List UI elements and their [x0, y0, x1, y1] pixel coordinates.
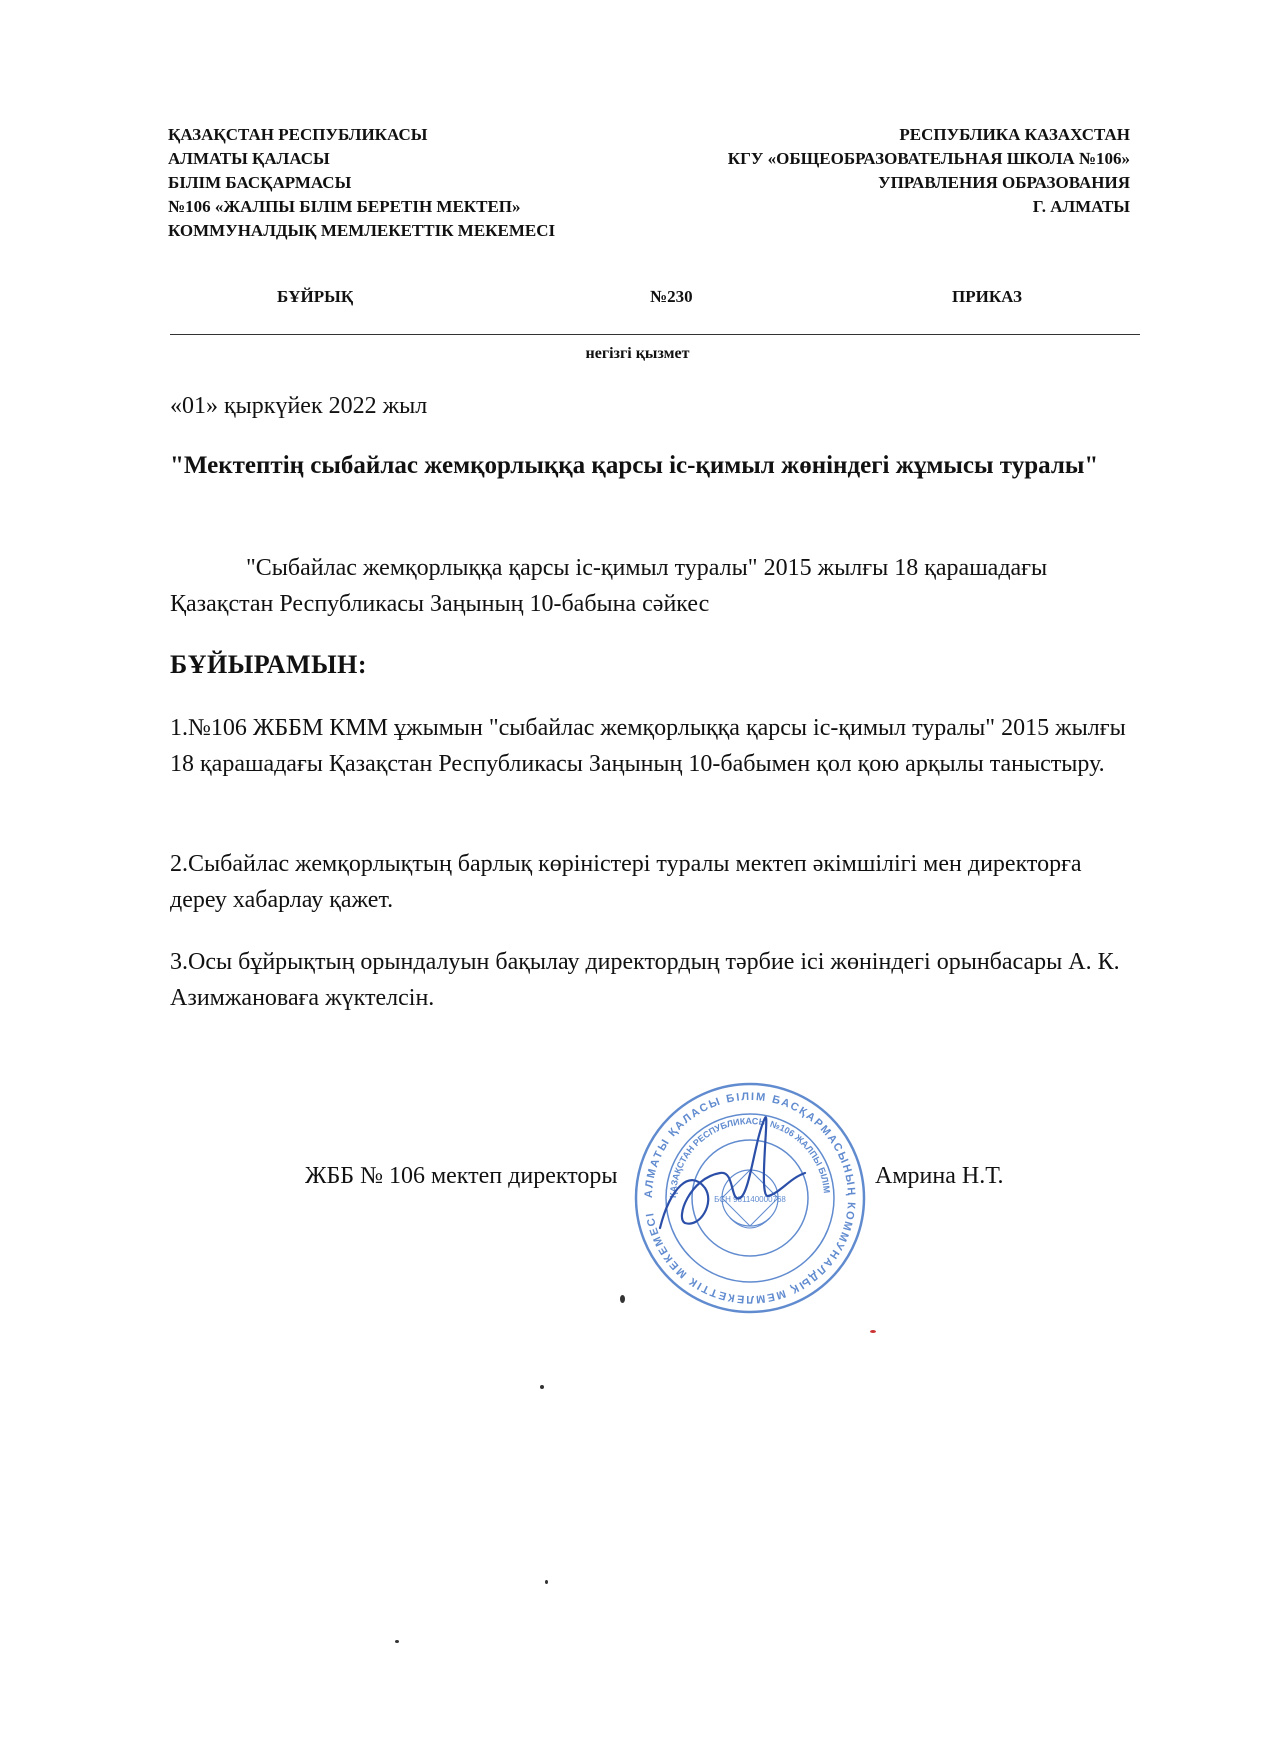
header-left-line: БІЛІМ БАСҚАРМАСЫ — [168, 173, 352, 192]
order-label-kz: БҰЙРЫҚ — [277, 287, 354, 306]
header-right-line: КГУ «ОБЩЕОБРАЗОВАТЕЛЬНАЯ ШКОЛА №106» — [727, 149, 1130, 168]
decree-word: БҰЙЫРАМЫН: — [170, 650, 368, 679]
order-preamble: "Сыбайлас жемқорлыққа қарсы іс-қимыл туралы" 2015 жылғы 18 қарашадағы Қазақстан Республикасы Заңының 10-бабына сәйкес — [170, 555, 1048, 617]
header-divider — [170, 334, 1140, 335]
signature-name: Амрина Н.Т. — [875, 1163, 1004, 1189]
stamp-inner-text: ҚАЗАҚСТАН РЕСПУБЛИКАСЫ №106 ЖАЛПЫ БІЛІМ — [667, 1115, 832, 1199]
stamp-bin: БСН 981140000768 — [714, 1195, 786, 1204]
signature-role: ЖББ № 106 мектеп директоры — [305, 1163, 618, 1189]
header-left-line: КОММУНАЛДЫҚ МЕМЛЕКЕТТІК МЕКЕМЕСІ — [168, 221, 556, 240]
header-right-ru — [728, 123, 1130, 219]
activity-type: негізгі қызмет — [585, 345, 690, 362]
scan-speck — [545, 1580, 548, 1584]
header-left-kz — [168, 123, 555, 243]
scan-speck — [870, 1330, 876, 1333]
order-date: «01» қыркүйек 2022 жыл — [170, 393, 428, 419]
order-item: 3.Осы бұйрықтың орындалуын бақылау директордың тәрбие ісі жөніндегі орынбасары А. К. Азимжановаға жүктелсін. — [170, 949, 1120, 1011]
header-right-line: Г. АЛМАТЫ — [1032, 197, 1130, 216]
stamp-outer-text-path: АЛМАТЫ ҚАЛАСЫ БІЛІМ БАСҚАРМАСЫНЫҢ КОММУНАЛДЫҚ МЕМЛЕКЕТТІК МЕКЕМЕСІ — [642, 1090, 858, 1306]
header-left-line: АЛМАТЫ ҚАЛАСЫ — [168, 149, 330, 168]
scan-speck — [620, 1295, 625, 1303]
order-number: №230 — [650, 287, 693, 306]
order-title: "Мектептің сыбайлас жемқорлыққа қарсы іс-қимыл жөніндегі жұмысы туралы" — [170, 452, 1099, 479]
scan-speck — [540, 1385, 544, 1389]
header-left-line: №106 «ЖАЛПЫ БІЛІМ БЕРЕТІН МЕКТЕП» — [168, 197, 521, 216]
order-item: 1.№106 ЖББМ КММ ұжымын "сыбайлас жемқорлыққа қарсы іс-қимыл туралы" 2015 жылғы 18 қарашадағы Қазақстан Республикасы Заңының 10-бабымен қол қою арқылы таныстыру. — [170, 715, 1126, 777]
scan-speck — [395, 1640, 399, 1643]
header-right-line: РЕСПУБЛИКА КАЗАХСТАН — [899, 125, 1130, 144]
header-left-line: ҚАЗАҚСТАН РЕСПУБЛИКАСЫ — [168, 125, 428, 144]
header-right-line: УПРАВЛЕНИЯ ОБРАЗОВАНИЯ — [878, 173, 1130, 192]
order-item: 2.Сыбайлас жемқорлықтың барлық көріністері туралы мектеп әкімшілігі мен директорға дереу хабарлау қажет. — [170, 851, 1082, 913]
order-label-ru: ПРИКАЗ — [952, 287, 1022, 306]
official-stamp-icon — [630, 1078, 870, 1318]
